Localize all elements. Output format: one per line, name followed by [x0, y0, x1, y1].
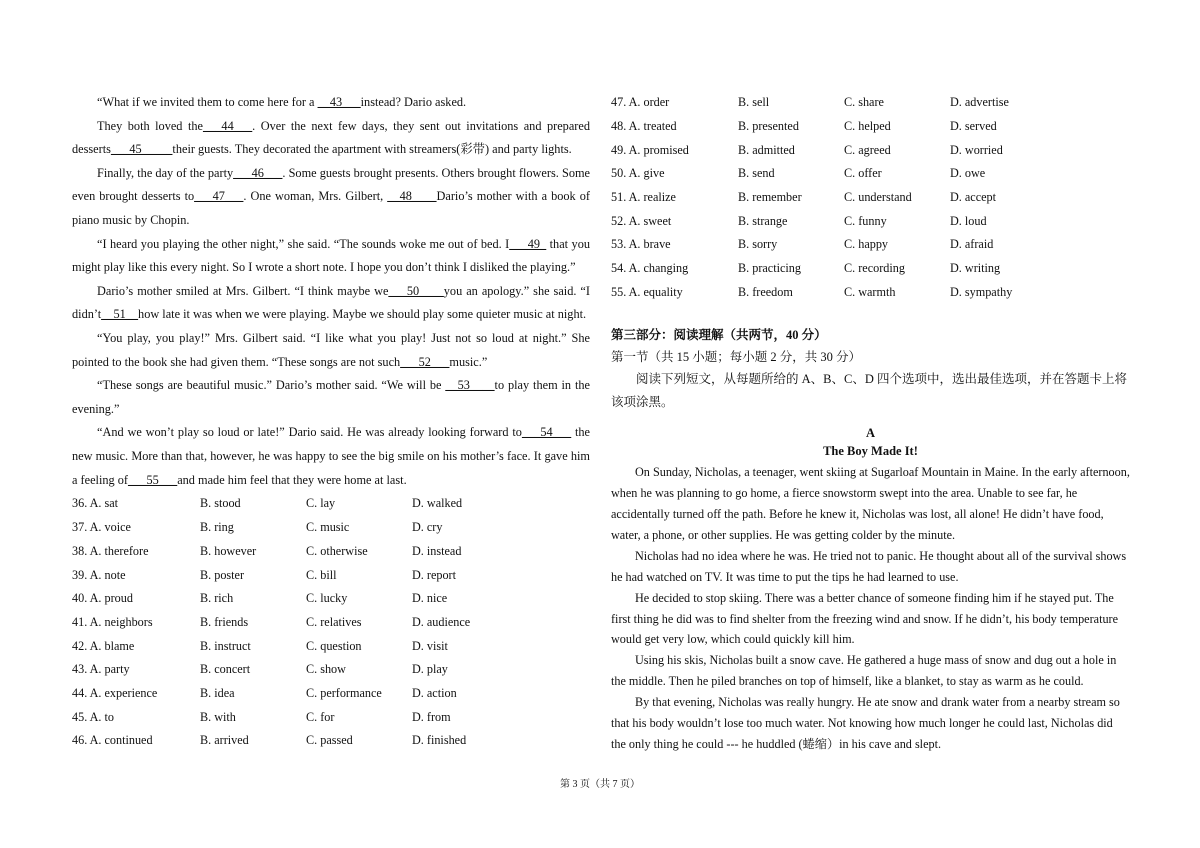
- cloze-paragraph: [72, 327, 590, 374]
- option-cell: B. practicing: [738, 261, 801, 276]
- option-row: [72, 611, 590, 635]
- option-cell: D. served: [950, 119, 997, 134]
- option-cell: 36. A. sat: [72, 496, 119, 511]
- option-cell: D. instead: [412, 543, 462, 558]
- cloze-text: instead? Dario asked.: [360, 95, 467, 109]
- cloze-blank: __43___: [317, 95, 361, 109]
- option-cell: D. visit: [412, 638, 448, 653]
- cloze-blank: __48____: [387, 189, 437, 204]
- cloze-paragraph: [72, 233, 590, 280]
- cloze-text: . Some guests brought presents. Others brought flowers. Some even brought desserts to: [72, 165, 590, 204]
- option-row: [611, 233, 1130, 257]
- option-cell: C. music: [306, 520, 350, 535]
- option-cell: 54. A. changing: [611, 261, 689, 276]
- cloze-blank: __53____: [445, 378, 495, 393]
- option-cell: C. understand: [844, 190, 912, 205]
- cloze-text: how late it was when we were playing. Maybe we should play some quieter music at night.: [138, 307, 587, 322]
- option-cell: B. stood: [200, 496, 241, 511]
- option-cell: B. strange: [738, 213, 788, 228]
- option-cell: 43. A. party: [72, 662, 130, 677]
- cloze-text: . Over the next few days, they sent out invitations and prepared desserts: [72, 118, 590, 157]
- option-cell: 47. A. order: [611, 95, 670, 110]
- option-cell: D. loud: [950, 213, 987, 228]
- option-cell: D. play: [412, 662, 448, 677]
- option-row: [72, 705, 590, 729]
- cloze-text: that you might play like this every night. So I wrote a short note. I hope you don’t think I disliked the playing.”: [72, 236, 590, 275]
- cloze-text: their guests. They decorated the apartment with streamers(彩带) and party lights.: [172, 142, 572, 157]
- option-cell: C. share: [844, 95, 884, 110]
- cloze-text: Dario’s mother with a book of piano music by Chopin.: [72, 189, 590, 227]
- option-cell: C. agreed: [844, 142, 891, 157]
- option-cell: C. performance: [306, 685, 382, 700]
- option-cell: C. bill: [306, 567, 337, 582]
- option-cell: D. owe: [950, 166, 986, 181]
- cloze-blank: ___49_: [509, 236, 547, 251]
- cloze-text: . One woman, Mrs. Gilbert,: [243, 189, 388, 204]
- section-title: 第三部分：阅读理解（共两节，40 分）: [611, 328, 827, 343]
- option-cell: B. presented: [738, 119, 799, 134]
- cloze-text: Finally, the day of the party: [97, 165, 234, 180]
- option-cell: B. rich: [200, 591, 234, 606]
- option-cell: B. with: [200, 709, 236, 724]
- cloze-text: “These songs are beautiful music.” Dario’s mother said. “We will be: [97, 378, 446, 393]
- option-cell: 50. A. give: [611, 166, 665, 181]
- option-cell: C. happy: [844, 237, 889, 252]
- option-cell: 44. A. experience: [72, 685, 158, 700]
- option-cell: D. writing: [950, 261, 1001, 276]
- option-cell: 45. A. to: [72, 709, 114, 724]
- option-row: [72, 587, 590, 611]
- option-row: [72, 492, 590, 516]
- cloze-blank: ___44___: [202, 118, 253, 133]
- option-row: [611, 209, 1130, 233]
- option-cell: D. nice: [412, 591, 448, 606]
- option-cell: D. report: [412, 567, 456, 582]
- option-row: [611, 162, 1130, 186]
- cloze-blank: ___47___: [194, 189, 244, 204]
- option-cell: C. offer: [844, 166, 882, 181]
- cloze-paragraph: [72, 162, 590, 233]
- options-list-left: [72, 492, 590, 753]
- sub-title: 第一节（共 15 小题；每小题 2 分，共 30 分）: [611, 350, 862, 365]
- cloze-blank: ___50____: [388, 283, 444, 298]
- option-cell: D. finished: [412, 733, 467, 748]
- cloze-text: and made him feel that they were home at last.: [177, 472, 407, 487]
- cloze-text: Dario’s mother smiled at Mrs. Gilbert. “I think maybe we: [97, 283, 389, 298]
- reading-paragraph: Using his skis, Nicholas built a snow cave. He gathered a huge mass of snow and dug out a hole in the middle. Then he piled branches on top of himself, like a blanket, to stay as warm as he could.: [611, 653, 1117, 689]
- option-cell: B. instruct: [200, 638, 251, 653]
- option-row: [611, 281, 1130, 305]
- option-cell: B. send: [738, 166, 775, 181]
- cloze-text: music.”: [449, 354, 488, 369]
- reading-passage: [611, 462, 1130, 755]
- option-cell: B. concert: [200, 662, 251, 677]
- option-cell: B. sell: [738, 95, 770, 110]
- option-cell: C. lay: [306, 496, 336, 511]
- option-cell: D. sympathy: [950, 284, 1013, 299]
- option-cell: C. passed: [306, 733, 353, 748]
- option-cell: C. otherwise: [306, 543, 368, 558]
- option-cell: 48. A. treated: [611, 119, 677, 134]
- option-cell: B. arrived: [200, 733, 249, 748]
- option-cell: 38. A. therefore: [72, 543, 149, 558]
- option-row: [72, 658, 590, 682]
- instruction: 阅读下列短文，从每题所给的 A、B、C、D 四个选项中，选出最佳选项，并在答题卡上将该项涂黑。: [611, 372, 1127, 410]
- option-cell: D. advertise: [950, 95, 1009, 110]
- cloze-text: you an apology.” she said. “I didn’t: [72, 283, 590, 322]
- option-cell: C. relatives: [306, 614, 362, 629]
- cloze-text: “You play, you play!” Mrs. Gilbert said. “I like what you play! Just not so loud at night.” She pointed to the book she had given them. “These songs are not such: [72, 330, 590, 369]
- option-cell: B. remember: [738, 190, 802, 205]
- option-row: [72, 634, 590, 658]
- option-cell: D. cry: [412, 520, 443, 535]
- cloze-text: They both loved the: [97, 118, 203, 133]
- option-cell: D. walked: [412, 496, 463, 511]
- option-cell: B. friends: [200, 614, 249, 629]
- option-cell: B. however: [200, 543, 257, 558]
- cloze-passage: [72, 91, 590, 492]
- reading-paragraph: He decided to stop skiing. There was a better chance of someone finding him if he stayed put. The first thing he did was to find shelter from the freezing wind and snow. If he didn’t, his body temperature would get very low, which could quickly kill him.: [611, 590, 1119, 647]
- option-cell: 49. A. promised: [611, 142, 689, 157]
- option-cell: D. worried: [950, 142, 1003, 157]
- option-row: [72, 682, 590, 706]
- cloze-blank: ___55___: [128, 472, 178, 487]
- option-cell: 42. A. blame: [72, 638, 135, 653]
- cloze-text: “I heard you playing the other night,” she said. “The sounds woke me out of bed. I: [97, 236, 510, 251]
- cloze-blank: ___52___: [400, 354, 450, 369]
- option-cell: 40. A. proud: [72, 591, 133, 606]
- left-column: [72, 91, 590, 753]
- options-list-right: [611, 91, 1130, 304]
- option-row: [611, 138, 1130, 162]
- reading-paragraph: On Sunday, Nicholas, a teenager, went skiing at Sugarloaf Mountain in Maine. In the early afternoon, when he was planning to go home, a fierce snowstorm swept into the area. Unable to see far, he accidentally turned off the path. Before he knew it, Nicholas was lost, all alone! He didn’t have food, water, a phone, or other supplies. He was getting colder by the minute.: [611, 465, 1130, 542]
- option-cell: 55. A. equality: [611, 284, 683, 299]
- option-cell: C. recording: [844, 261, 905, 276]
- cloze-text: “And we won’t play so loud or late!” Dario said. He was already looking forward to: [97, 425, 522, 440]
- passage-title: The Boy Made It!: [823, 444, 918, 459]
- cloze-paragraph: [72, 374, 590, 421]
- option-cell: 39. A. note: [72, 567, 126, 582]
- option-cell: C. show: [306, 662, 346, 677]
- passage-label: A: [865, 426, 876, 441]
- option-cell: C. helped: [844, 119, 891, 134]
- option-row: [72, 563, 590, 587]
- option-cell: D. audience: [412, 614, 471, 629]
- option-row: [611, 115, 1130, 139]
- option-cell: C. lucky: [306, 591, 348, 606]
- option-row: [611, 257, 1130, 281]
- option-cell: B. freedom: [738, 284, 793, 299]
- cloze-paragraph: [72, 91, 590, 115]
- cloze-blank: ___54___: [521, 425, 572, 440]
- option-row: [72, 516, 590, 540]
- option-cell: C. funny: [844, 213, 887, 228]
- option-cell: C. warmth: [844, 284, 896, 299]
- option-row: [72, 729, 590, 753]
- cloze-blank: ___45_____: [110, 142, 173, 157]
- option-cell: D. accept: [950, 190, 997, 205]
- option-cell: 53. A. brave: [611, 237, 671, 252]
- right-column: [611, 91, 1130, 755]
- reading-paragraph: By that evening, Nicholas was really hungry. He ate snow and drank water from a nearby stream so that his body wouldn’t lose too much water. Not knowing how much longer he could last, Nicholas did the only thing he could --- he huddled (蜷缩）in his cave and slept.: [611, 695, 1120, 751]
- option-cell: 51. A. realize: [611, 190, 676, 205]
- cloze-blank: ___46___: [233, 165, 283, 180]
- option-cell: 46. A. continued: [72, 733, 153, 748]
- option-cell: C. question: [306, 638, 362, 653]
- option-cell: B. poster: [200, 567, 245, 582]
- option-cell: D. afraid: [950, 237, 994, 252]
- cloze-paragraph: [72, 115, 590, 162]
- page-footer: 第 3 页（共 7 页）: [560, 779, 640, 790]
- cloze-text: the new music. More than that, however, he was happy to see the big smile on his mother’s face. It gave him a feeling of: [72, 425, 590, 487]
- reading-paragraph: Nicholas had no idea where he was. He tried not to panic. He thought about all of the survival shows he had watched on TV. It was time to put the tips he had learned to use.: [611, 548, 1127, 584]
- option-cell: D. action: [412, 685, 457, 700]
- option-cell: 37. A. voice: [72, 520, 131, 535]
- option-cell: B. ring: [200, 520, 234, 535]
- cloze-text: “What if we invited them to come here for a: [97, 95, 318, 109]
- cloze-paragraph: [72, 421, 590, 492]
- option-row: [611, 186, 1130, 210]
- option-cell: C. for: [306, 709, 335, 724]
- option-cell: D. from: [412, 709, 451, 724]
- option-row: [611, 91, 1130, 115]
- cloze-text: to play them in the evening.”: [72, 378, 590, 416]
- option-cell: B. admitted: [738, 142, 795, 157]
- option-cell: 41. A. neighbors: [72, 614, 153, 629]
- option-cell: B. idea: [200, 685, 235, 700]
- option-row: [72, 539, 590, 563]
- option-cell: 52. A. sweet: [611, 213, 672, 228]
- cloze-paragraph: [72, 280, 590, 327]
- cloze-blank: __51__: [101, 307, 139, 322]
- option-cell: B. sorry: [738, 237, 778, 252]
